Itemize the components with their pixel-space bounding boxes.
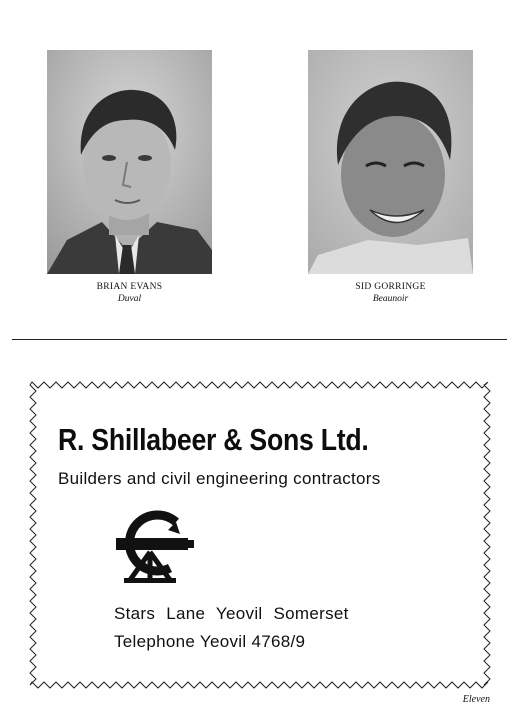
actor-name: BRIAN EVANS bbox=[96, 282, 163, 292]
section-divider bbox=[12, 339, 507, 340]
company-name: R. Shillabeer & Sons Ltd. bbox=[58, 422, 369, 457]
actor-name: SID GORRINGE bbox=[355, 282, 426, 292]
theodolite-s-logo-icon bbox=[110, 508, 196, 586]
company-tagline: Builders and civil engineering contractors bbox=[58, 469, 381, 488]
company-telephone: Telephone Yeovil 4768/9 bbox=[114, 632, 306, 651]
page-number: Eleven bbox=[462, 694, 490, 705]
portrait-photo-brian-evans bbox=[47, 50, 212, 274]
portrait-caption bbox=[308, 281, 473, 305]
character-role: Beaunoir bbox=[372, 294, 409, 304]
character-role: Duval bbox=[117, 294, 142, 304]
company-address: Stars Lane Yeovil Somerset bbox=[114, 604, 349, 623]
portrait-caption bbox=[47, 281, 212, 305]
portrait-photo-sid-gorringe bbox=[308, 50, 473, 274]
